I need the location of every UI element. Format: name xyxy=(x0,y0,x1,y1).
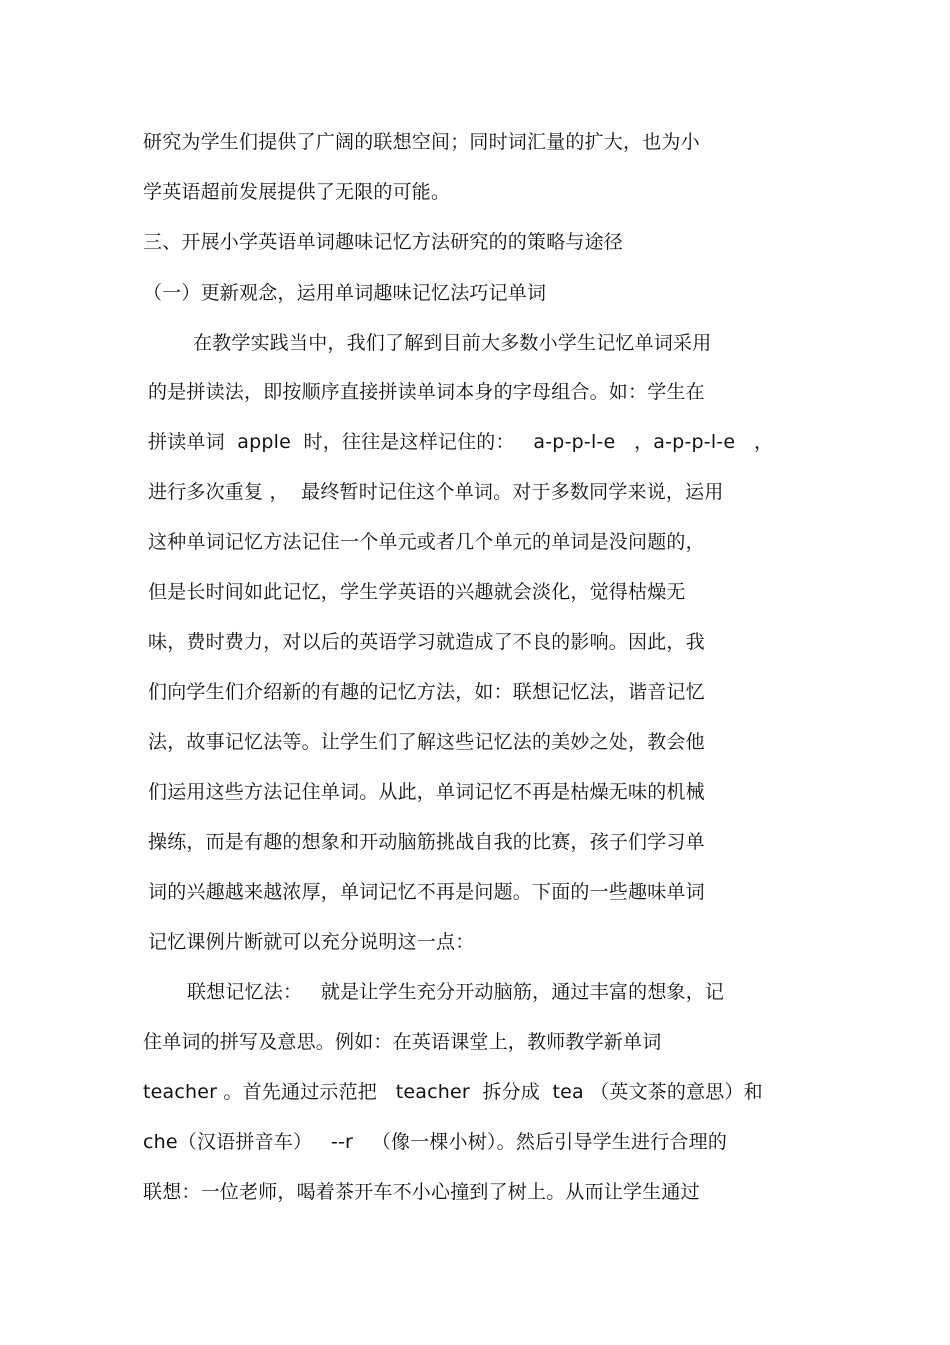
text-line: 词的兴趣越来越浓厚，单词记忆不再是问题。下面的一些趣味单词 xyxy=(148,881,705,903)
text-line: che（汉语拼音车） --r （像一棵小树）。然后引导学生进行合理的 xyxy=(143,1131,728,1153)
text-line: 进行多次重复 ， 最终暂时记住这个单词。对于多数同学来说，运用 xyxy=(148,481,724,503)
text-line: 们运用这些方法记住单词。从此，单词记忆不再是枯燥无味的机械 xyxy=(148,781,705,803)
text-line: 但是长时间如此记忆，学生学英语的兴趣就会淡化，觉得枯燥无 xyxy=(148,581,686,603)
text-line: 法，故事记忆法等。让学生们了解这些记忆法的美妙之处，教会他 xyxy=(148,731,705,753)
text-line: 们向学生们介绍新的有趣的记忆方法，如：联想记忆法，谐音记忆 xyxy=(148,681,705,703)
text-line: 住单词的拼写及意思。例如：在英语课堂上，教师教学新单词 xyxy=(143,1031,662,1053)
text-line: 研究为学生们提供了广阔的联想空间；同时词汇量的扩大，也为小 xyxy=(143,131,700,153)
text-line: teacher 。首先通过示范把 teacher 拆分成 tea （英文茶的意思）和 xyxy=(143,1081,763,1103)
text-line: 学英语超前发展提供了无限的可能。 xyxy=(143,181,451,203)
text-line: 联想：一位老师，喝着茶开车不小心撞到了树上。从而让学生通过 xyxy=(143,1181,700,1203)
section-heading: 三、开展小学英语单词趣味记忆方法研究的的策略与途径 xyxy=(143,231,624,253)
text-line: 记忆课例片断就可以充分说明这一点： xyxy=(148,931,475,953)
text-line: 味，费时费力，对以后的英语学习就造成了不良的影响。因此，我 xyxy=(148,631,705,653)
text-line: 拼读单词 apple 时，往往是这样记住的： a-p-p-l-e ，a-p-p-l-e ， xyxy=(148,431,774,453)
text-line: 的是拼读法，即按顺序直接拼读单词本身的字母组合。如：学生在 xyxy=(148,381,705,403)
text-line: 联想记忆法： 就是让学生充分开动脑筋，通过丰富的想象，记 xyxy=(187,981,725,1003)
subsection-heading: （一）更新观念，运用单词趣味记忆法巧记单词 xyxy=(143,282,547,304)
text-line: 这种单词记忆方法记住一个单元或者几个单元的单词是没问题的， xyxy=(148,531,705,553)
text-line: 操练，而是有趣的想象和开动脑筋挑战自我的比赛，孩子们学习单 xyxy=(148,831,705,853)
text-line: 在教学实践当中，我们了解到目前大多数小学生记忆单词采用 xyxy=(193,332,712,354)
